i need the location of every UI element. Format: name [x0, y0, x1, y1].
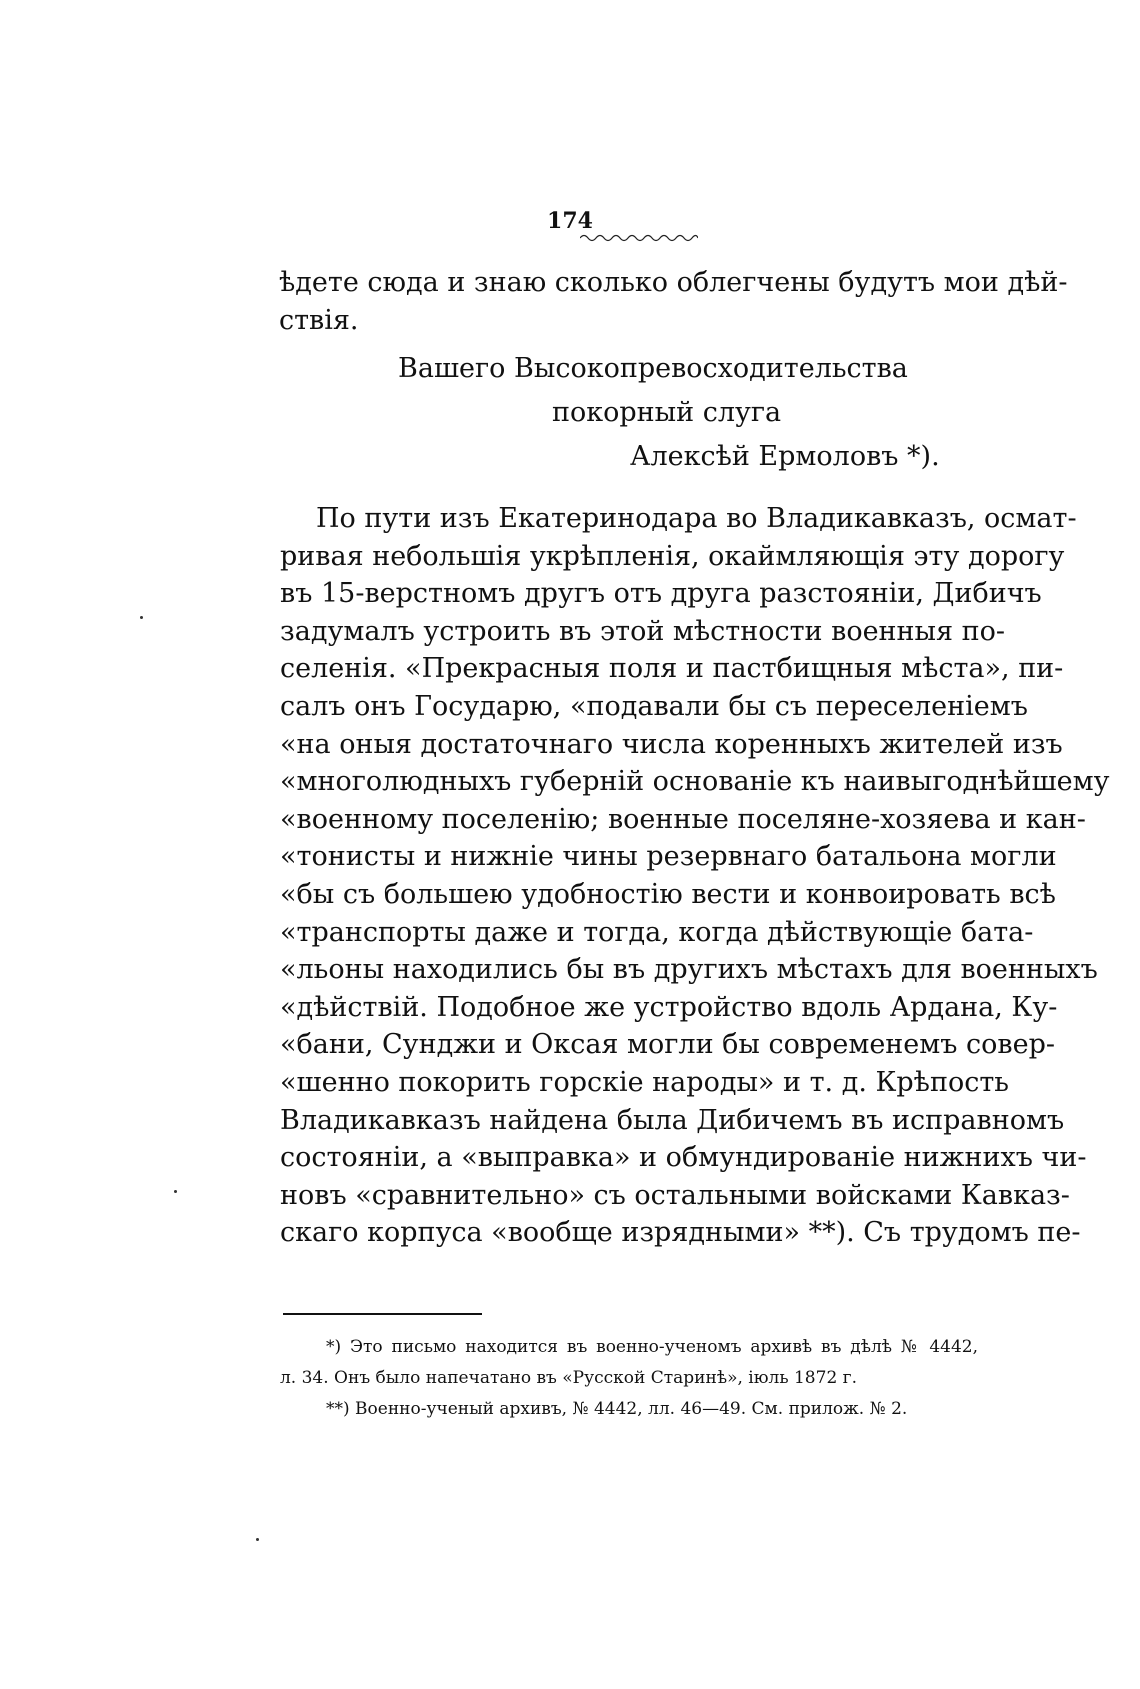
main-paragraph	[280, 500, 1110, 1252]
footnote-line: *) Это письмо находится въ военно-ученомъ архивѣ въ дѣлѣ № 4442,	[326, 1337, 978, 1357]
paragraph-line: «бани, Сунджи и Оксая могли бы современемъ совер-	[280, 1029, 1056, 1061]
paragraph-line: Владикавказъ найдена была Дибичемъ въ исправномъ	[280, 1104, 1065, 1136]
paragraph-line: «на оныя достаточнаго числа коренныхъ жителей изъ	[280, 728, 1063, 760]
letter-line: ѣдете сюда и знаю сколько облегчены будутъ мои дѣй-	[279, 267, 1068, 298]
page-number-ornament	[580, 232, 698, 242]
paragraph-line: «тонисты и нижніе чины резервнаго батальона могли	[280, 841, 1057, 873]
footnotes	[280, 1332, 978, 1425]
paragraph-line: По пути изъ Екатеринодара во Владикавказъ, осмат-	[316, 503, 1077, 534]
paragraph-line: «дѣйствій. Подобное же устройство вдоль Ардана, Ку-	[280, 991, 1058, 1023]
scan-speck	[140, 616, 143, 619]
paragraph-line: ривая небольшія укрѣпленія, окаймляющія эту дорогу	[280, 540, 1065, 572]
paragraph-line: салъ онъ Государю, «подавали бы съ переселеніемъ	[280, 690, 1028, 722]
paragraph-line: «военному поселенію; военные поселяне-хозяева и кан-	[280, 803, 1086, 835]
footnote-line: л. 34. Онъ было напечатано въ «Русской Старинѣ», іюль 1872 г.	[280, 1368, 857, 1388]
letter-servant-line: покорный слуга	[552, 397, 782, 428]
letter-salutation: Вашего Высокопревосходительства	[398, 353, 908, 384]
page-number: 174	[547, 208, 593, 234]
footnote-divider	[283, 1313, 482, 1315]
scan-speck	[256, 1538, 259, 1541]
paragraph-line: въ 15-верстномъ другъ отъ друга разстояніи, Дибичъ	[280, 578, 1042, 610]
paragraph-line: «транспорты даже и тогда, когда дѣйствующіе бата-	[280, 916, 1034, 948]
paragraph-line: задумалъ устроить въ этой мѣстности военныя по-	[280, 615, 1006, 647]
letter-signature: Алексѣй Ермоловъ *).	[630, 441, 940, 472]
paragraph-line: новъ «сравнительно» съ остальными войсками Кавказ-	[280, 1179, 1070, 1211]
paragraph-line: «многолюдныхъ губерній основаніе къ наивыгоднѣйшему	[280, 766, 1110, 798]
paragraph-line: состояніи, а «выправка» и обмундированіе нижнихъ чи-	[280, 1142, 1087, 1174]
paragraph-line: «бы съ большею удобностію вести и конвоировать всѣ	[280, 878, 1056, 910]
letter-line: ствія.	[279, 305, 359, 336]
scan-speck	[174, 1190, 177, 1193]
paragraph-line: скаго корпуса «вообще изрядными» **). Съ трудомъ пе-	[280, 1217, 1081, 1249]
footnote-line: **) Военно-ученый архивъ, № 4442, лл. 46—49. См. прилож. № 2.	[326, 1399, 908, 1419]
paragraph-line: «шенно покорить горскіе народы» и т. д. Крѣпость	[280, 1066, 1009, 1098]
paragraph-line: селенія. «Прекрасныя поля и пастбищныя мѣста», пи-	[280, 653, 1064, 685]
paragraph-line: «льоны находились бы въ другихъ мѣстахъ для военныхъ	[280, 954, 1098, 986]
letter-ending	[279, 264, 1068, 340]
